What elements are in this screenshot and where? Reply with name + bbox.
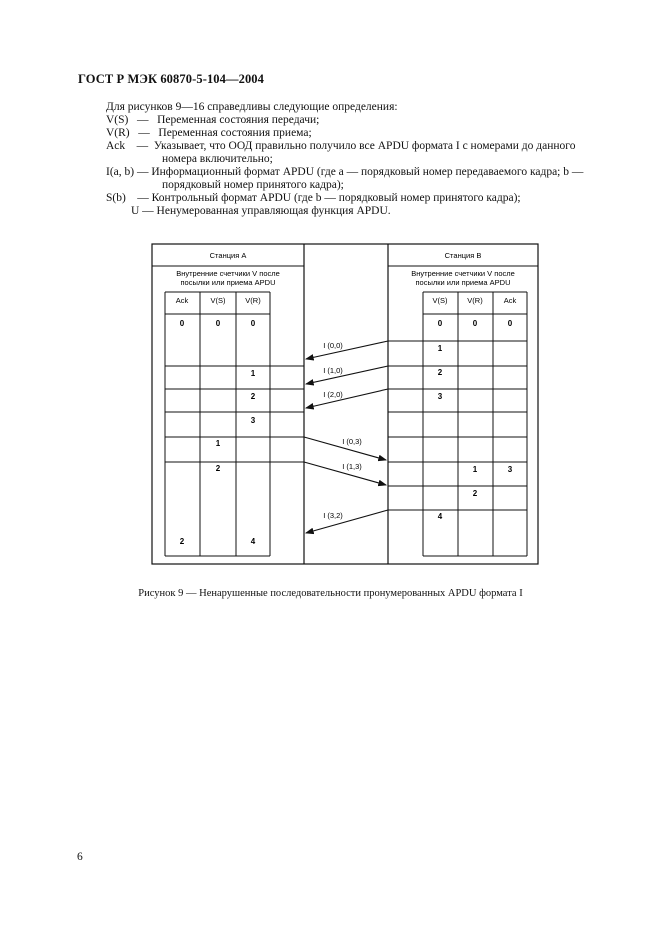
definition-vs: V(S) — Переменная состояния передачи; bbox=[106, 114, 320, 126]
definition-ack: Ack — Указывает, что ООД правильно получило все APDU формата I с номерами до данного bbox=[106, 140, 576, 152]
station-b-value: 0 bbox=[472, 319, 478, 328]
station-b-value: 2 bbox=[437, 368, 443, 377]
station-a-counters-label-1: Внутренние счетчики V после bbox=[176, 269, 280, 278]
message-arrow-i00 bbox=[306, 341, 388, 359]
station-b-value: 0 bbox=[507, 319, 513, 328]
definition-iformat: I(a, b) — Информационный формат APDU (где a — порядковый номер передаваемого кадра; b — bbox=[106, 166, 584, 178]
message-label: I (1,3) bbox=[342, 462, 362, 471]
station-b-value: 1 bbox=[437, 344, 443, 353]
document-header: ГОСТ Р МЭК 60870-5-104—2004 bbox=[78, 72, 265, 86]
station-b-value: 0 bbox=[437, 319, 443, 328]
station-b-value: 3 bbox=[507, 465, 513, 474]
station-a-value: 2 bbox=[250, 392, 256, 401]
station-a-col-vs: V(S) bbox=[210, 296, 226, 305]
station-a-title: Станция А bbox=[209, 251, 247, 260]
station-a-value: 3 bbox=[250, 416, 256, 425]
message-arrow-i10 bbox=[306, 366, 388, 384]
definition-ack-cont: номера включительно; bbox=[162, 153, 273, 165]
message-label: I (0,0) bbox=[323, 341, 343, 350]
station-a-value: 0 bbox=[215, 319, 221, 328]
definitions-intro: Для рисунков 9—16 справедливы следующие определения: bbox=[106, 101, 398, 113]
station-a-value: 2 bbox=[215, 464, 221, 473]
station-b-col-ack: Ack bbox=[503, 296, 517, 305]
message-label: I (3,2) bbox=[323, 511, 343, 520]
station-a-value: 0 bbox=[179, 319, 185, 328]
station-a-counters-label-2: посылки или приема APDU bbox=[180, 278, 276, 287]
definition-sformat: S(b) — Контрольный формат APDU (где b — порядковый номер принятого кадра); bbox=[106, 192, 521, 204]
station-b-value: 3 bbox=[437, 392, 443, 401]
station-b-title: Станция В bbox=[444, 251, 482, 260]
station-a-col-ack: Ack bbox=[175, 296, 189, 305]
station-a-value: 4 bbox=[250, 537, 256, 546]
station-b-col-vs: V(S) bbox=[432, 296, 448, 305]
page-number: 6 bbox=[77, 851, 83, 863]
station-b-counters-label-1: Внутренние счетчики V после bbox=[411, 269, 515, 278]
station-b-value: 2 bbox=[472, 489, 478, 498]
station-b-col-vr: V(R) bbox=[467, 296, 483, 305]
station-a-value: 0 bbox=[250, 319, 256, 328]
message-label: I (0,3) bbox=[342, 437, 362, 446]
station-a-value: 1 bbox=[250, 369, 256, 378]
definition-iformat-cont: порядковый номер принятого кадра); bbox=[162, 179, 344, 191]
station-a-value: 1 bbox=[215, 439, 221, 448]
message-label: I (1,0) bbox=[323, 366, 343, 375]
station-a-value: 2 bbox=[179, 537, 185, 546]
station-a-col-vr: V(R) bbox=[245, 296, 261, 305]
station-b-value: 1 bbox=[472, 465, 478, 474]
station-b-counters-label-2: посылки или приема APDU bbox=[415, 278, 511, 287]
message-label: I (2,0) bbox=[323, 390, 343, 399]
message-arrow-i32 bbox=[306, 510, 388, 533]
definition-vr: V(R) — Переменная состояния приема; bbox=[106, 127, 312, 139]
station-b-value: 4 bbox=[437, 512, 443, 521]
definition-uformat: U — Ненумерованная управляющая функция APDU. bbox=[131, 205, 391, 217]
message-arrow-i20 bbox=[306, 389, 388, 408]
figure-caption: Рисунок 9 — Ненарушенные последовательности пронумерованных APDU формата I bbox=[138, 588, 523, 599]
